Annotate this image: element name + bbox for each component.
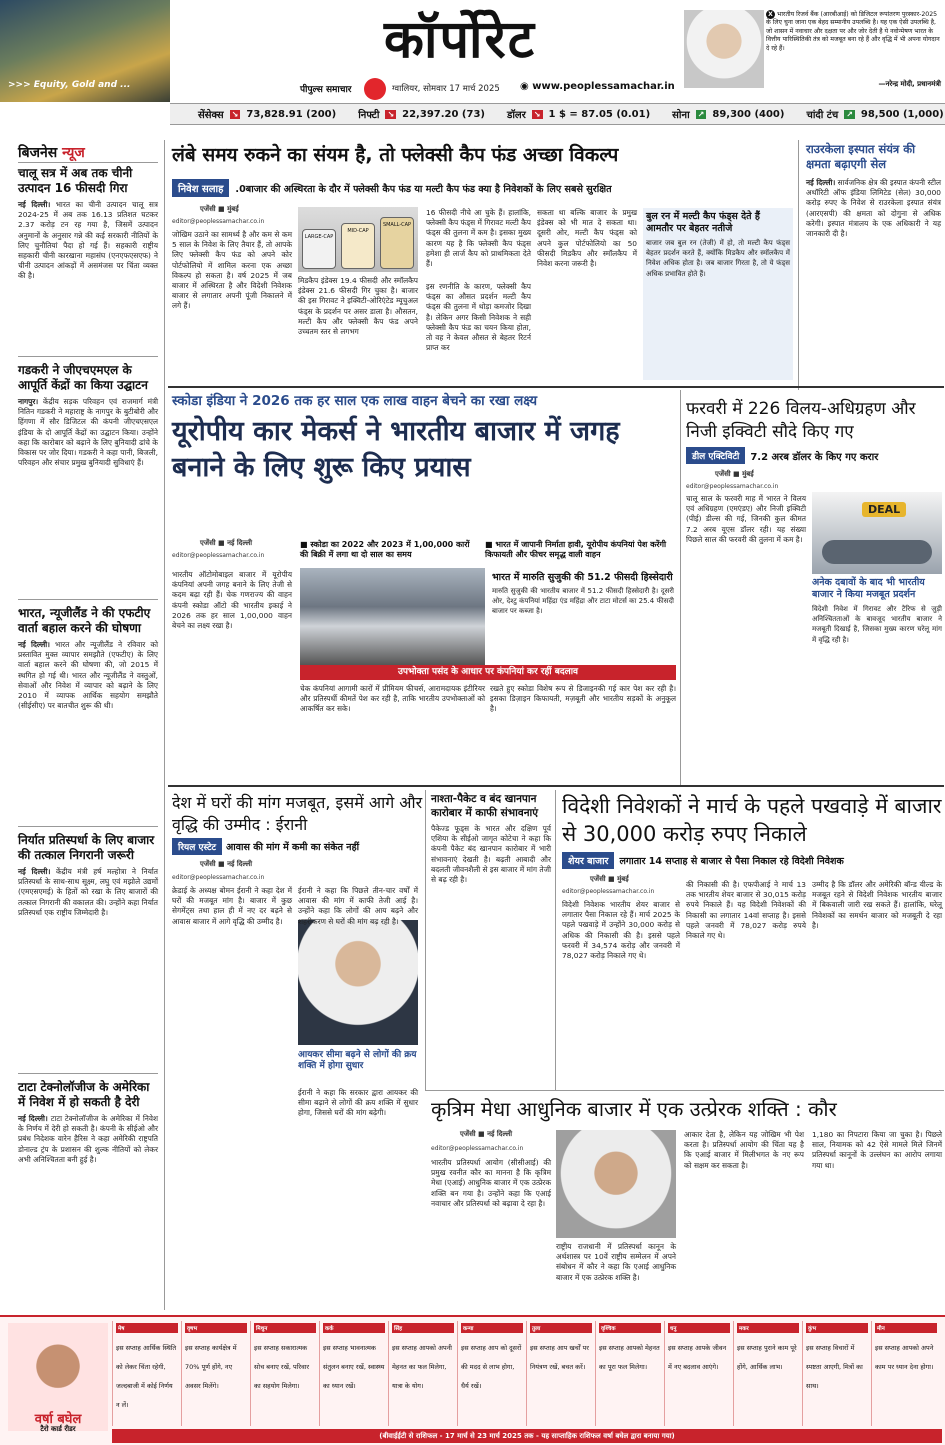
article-body <box>18 1114 158 1284</box>
square-bullet-icon: ■ <box>485 540 496 549</box>
skoda-headline: यूरोपीय कार मेकर्स ने भारतीय बाजार में जगह बनाने के लिए शुरू किए प्रयास <box>172 416 620 483</box>
realty-deck: आवास की मांग में कमी का संकेत नहीं <box>226 842 360 853</box>
website <box>520 81 675 92</box>
deals-email: editor@peoplessamachar.co.in <box>686 483 779 490</box>
lead-body-3: 16 फीसदी नीचे आ चुके हैं। हालांकि, फ्लेक्सी कैप फंड्स में गिरावट मल्टी कैप फंड्स की तुलना में कम है। इसका मुख्य कारण यह है कि फ्लेक्सी कैप फंड्स हमेशा ही लार्ज कैप को प्राथमिकता देते हैं। <box>426 208 531 269</box>
rashi-name: धनु <box>668 1323 730 1333</box>
lead-label-row <box>172 178 792 198</box>
realty-section-label: रियल एस्टेट <box>172 838 222 855</box>
lead-body-5: सकता था बल्कि बाजार के प्रमुख इंडेक्स को भी मात दे सकता था। दूसरी ओर, मल्टी कैप फंड्स को अपने कुल पोर्टफोलियो का 50 फीसदी मिडकैप और स्मॉलकैप में निवेश करना जरूरी है। <box>537 208 637 269</box>
rashi-item <box>595 1321 664 1426</box>
ai-body-3: आकार देता है, लेकिन यह जोखिम भी पेश करता है। प्रतिस्पर्धा आयोग की चिंता यह है कि एआई बाजार में मिलीभगत के नए रूप को सक्षम कर सकता है। <box>684 1130 804 1170</box>
article-body <box>18 867 158 1067</box>
deals-deck: 7.2 अरब डॉलर के किए गए करार <box>750 451 879 463</box>
rashi-item <box>319 1321 388 1426</box>
lead-section-label: निवेश सलाह <box>172 179 229 197</box>
realty-body-1: क्रेडाई के अध्यक्ष बोमन ईरानी ने कहा देश में घरों की मजबूत मांग है। बाजार में कुछ सेगमेंट्स तथा हाल ही में नए दर बढ़ने से आवास बाजार में आगे वृद्धि की उम्मीद है। <box>172 886 292 926</box>
ticker-label: सेंसेक्स <box>198 110 224 121</box>
article-headline: टाटा टेक्नोलॉजीज के अमेरिका में निवेश में हो सकती है देरी <box>18 1080 150 1109</box>
dateline: नागपुर। <box>18 397 39 406</box>
website-text: www.peoplessamachar.in <box>532 81 675 92</box>
fpi-deck: लगातार 14 सप्ताह से बाजार से पैसा निकाल रहे विदेशी निवेशक <box>619 856 844 867</box>
rashi-item <box>112 1321 181 1426</box>
section-label <box>18 143 85 162</box>
article-headline: भारत, न्यूजीलैंड ने की एफटीए वार्ता बहाल करने की घोषणा <box>18 606 151 635</box>
lead-deck: .0बाजार की अस्थिरता के दौर में फ्लेक्सी कैप फंड या मल्टी कैप फंड क्या है निवेशकों के लिए सबसे सुरक्षित <box>235 183 612 195</box>
rashi-name: तुला <box>530 1323 592 1333</box>
ticker-dollar <box>507 107 650 121</box>
rashi-text: इस सप्ताह सकारात्मक सोच बनाए रखें, परिवार का सहयोग मिलेगा। <box>254 1344 310 1390</box>
dateline: नई दिल्ली। <box>18 640 50 649</box>
astrologer-name: वर्षा बघेल <box>34 1412 82 1427</box>
rashi-text: इस सप्ताह आपको मेहनत का पूरा फल मिलेगा। <box>599 1344 660 1371</box>
rashi-text: इस सप्ताह आप को दूसरों की मदद से लाभ होगा, धैर्य रखें। <box>461 1344 522 1390</box>
fpi-headline: विदेशी निवेशकों ने मार्च के पहले पखवाड़े में बाजार से 30,000 करोड़ रुपए निकाले <box>562 794 942 846</box>
skoda-caption: उपभोक्ता पसंद के आधार पर कंपनियां कर रहीं बदलाव <box>300 665 676 680</box>
rashi-text: इस सप्ताह आप खर्चों पर नियंत्रण रखें, बचत करें। <box>530 1344 589 1371</box>
skoda-kicker: स्कोडा इंडिया ने 2026 तक हर साल एक लाख वाहन बेचने का रखा लक्ष्य <box>172 393 538 409</box>
maruti-box <box>490 570 676 664</box>
ticker-label: डॉलर <box>506 110 526 121</box>
square-bullet-icon: ■ <box>300 540 311 549</box>
rashi-item <box>733 1321 802 1426</box>
skoda-email: editor@peoplessamachar.co.in <box>172 552 265 559</box>
ticker-gold <box>672 107 784 121</box>
ticker-silver <box>806 107 943 121</box>
packaged-body: पैकेज्ड फूड्स के भारत और दक्षिण पूर्व एशिया के सीईओ जागृत कोटेचा ने कहा कि कंपनी पैकेट बंद खानपान कारोबार में भारी संभावनाएं देखती है। बढ़ती आबादी और बदलती जीवनशैली से इस बाजार में मांग तेजी से बढ़ रही है। <box>431 824 551 885</box>
market-ticker <box>170 103 945 125</box>
rashi-grid <box>112 1321 942 1426</box>
skoda-point-text: स्कोडा का 2022 और 2023 में 1,00,000 कारों की बिक्री में लगा था दो साल का समय <box>300 540 470 559</box>
lead-email: editor@peoplessamachar.co.in <box>172 218 265 225</box>
rashi-item <box>250 1321 319 1426</box>
fpi-email: editor@peoplessamachar.co.in <box>562 888 655 895</box>
article-text: केंद्रीय सड़क परिवहन एवं राजमार्ग मंत्री नितिन गडकरी ने महाराष्ट्र के नागपुर के बुटीबोरी और हिंगणा में सौर डिजिटल की कंपनी जीएचएसएल इंडिया के दो आपूर्ति केंद्रों का उद्घाटन किया। उन्होंने कहा कि कारोबार को बढ़ाने के लिए बुनियादी ढांचे के विकास पर जोर दिया। गडकरी ने कहा पानी, बिजली, परिवहन और संचार प्रमुख बुनियादी सुविधाएं हैं। <box>18 397 158 468</box>
pm-quote-author: —नरेन्द्र मोदी, प्रधानमंत्री <box>878 80 941 88</box>
ticker-value: 1 $ = 87.05 (0.01) <box>548 108 651 120</box>
lead-byline: एजेंसी ■ मुंबई <box>200 205 239 213</box>
article-text: टाटा टेक्नोलॉजीज के अमेरिका में निवेश के निर्णय में देरी हो सकती है। कंपनी के सीईओ और प्रबंध निदेशक वारेन हैरिस ने कहा अमेरिकी राष्ट्रपति डोनाल्ड ट्रंप के प्रशासन की शुल्क नीतियों को लेकर अभी अनिश्चितता बनी हुई है। <box>18 1114 159 1164</box>
rashi-text: इस सप्ताह आर्थिक स्थिति को लेकर चिंता रहेगी, जल्दबाजी में कोई निर्णय न लें। <box>116 1344 177 1409</box>
skoda-point-text: भारत में जापानी निर्माता हावी, यूरोपीय कंपनियां पेश करेंगी किफायती और फीचर समृद्ध वाली वाहन <box>485 540 667 559</box>
lead-body-1: जोखिम उठाने का सामर्थ्य है और कम से कम 5 साल के निवेश के लिए तैयार हैं, तो आपके लिए फ्लेक्सी कैप फंड को अपने कोर पोर्टफोलियो में शामिल करना एक अच्छा विकल्प हो सकता है। वर्ष 2025 में जब बाजार में अस्थिरता है और विदेशी निवेशक बाजार से लगातार अपनी पूंजी निकालने में लगे हैं। <box>172 230 292 311</box>
ai-body-2: राष्ट्रीय राजधानी में प्रतिस्पर्धा कानून के अर्थशास्त्र पर 10वें राष्ट्रीय सम्मेलन में अपने संबोधन में कौर ने कहा कि एआई आधुनिक बाजार में एक उत्प्रेरक शक्ति है। <box>556 1242 676 1282</box>
down-arrow-icon: ↘ <box>533 109 541 119</box>
cars-image <box>300 568 485 665</box>
x-logo-icon: X <box>766 10 775 19</box>
rashi-name: कर्क <box>323 1323 385 1333</box>
deals-section-label: डील एक्टिविटी <box>686 447 745 464</box>
jar-mid-cap: MID-CAP <box>341 223 375 269</box>
realty-email: editor@peoplessamachar.co.in <box>172 874 265 881</box>
ticker-value: 22,397.20 (73) <box>402 108 485 120</box>
up-arrow-icon: ↗ <box>697 109 705 119</box>
article-text: भारत का चीनी उत्पादन चालू सत्र 2024-25 में अब तक 16.13 प्रतिशत घटकर 2.37 करोड़ टन रह गया है, जिसमें उत्पादन अनुमानों के अनुसार गन्ने की कई सरकारी नीतियों के लिए चुनौतियां पैदा हो गई हैं। सहकारी राष्ट्रीय सहकारी चीनी कारखाना महासंघ (एनएफएसएफ) ने चीनी उत्पादन आंकड़ों में असमंजस पर चिंता व्यक्त की है। <box>18 200 158 281</box>
deals-sub-article <box>812 577 942 781</box>
maruti-headline: भारत में मारुति सुजुकी की 51.2 फीसदी हिस्सेदारी <box>492 572 673 583</box>
rashi-text: इस सप्ताह पुराने काम पूरे होंगे, आर्थिक लाभ। <box>737 1344 797 1371</box>
lead-sidebar-headline: बुल रन में मल्टी कैप फंड्स देते हैं आमतौर पर बेहतर नतीजे <box>646 211 760 234</box>
article-text: केंद्रीय मंत्री हर्ष मल्होत्रा ने निर्यात प्रतिस्पर्धा के साथ-साथ सूक्ष्म, लघु एवं मझोले उद्यमों (एमएसएमई) के हितों को रखा के लिए बाजारों की तत्काल निगरानी की वकालत की। उन्होंने कहा निर्यात प्रतिस्पर्धा एक राष्ट्रीय जिम्मेदारी है। <box>18 867 158 917</box>
place-date: ग्वालियर, सोमवार 17 मार्च 2025 <box>392 84 500 94</box>
ai-headline: कृत्रिम मेधा आधुनिक बाजार में एक उत्प्रेरक शक्ति : कौर <box>431 1097 837 1121</box>
ticker-label: सोना <box>672 110 690 121</box>
dateline: नई दिल्ली। <box>18 867 51 876</box>
realty-label-row <box>172 838 432 855</box>
rashi-item <box>526 1321 595 1426</box>
fpi-body-2: की निकासी की है। एफपीआई ने मार्च 13 तक भारतीय शेयर बाजार से 30,015 करोड़ रुपये निकाले हैं। यह विदेशी निवेशकों की निकासी का लगातार 14वां सप्ताह है। इससे पहले जनवरी में 78,027 करोड़ रुपये निकाले गए थे। <box>686 880 806 941</box>
skoda-point-1 <box>300 540 480 568</box>
handshake-shape <box>822 540 932 564</box>
article-headline: गडकरी ने जीएचएमएल के आपूर्ति केंद्रों का किया उद्घाटन <box>18 363 148 392</box>
rashi-text: इस सप्ताह आपके जीवन में नए बदलाव आएंगे। <box>668 1344 727 1371</box>
ticker-nifty <box>358 107 485 121</box>
rashi-name: कुंभ <box>806 1323 868 1333</box>
ticker-value: 73,828.91 (200) <box>246 108 337 120</box>
deals-body: चालू साल के फरवरी माह में भारत ने विलय एवं अधिग्रहण (एमएंडए) और निजी इक्विटी (पीई) डील्स की गई, जिनकी कुल कीमत 7.2 अरब यूएस डॉलर रही। यह संख्या पिछले साल की फरवरी की तुलना में कम है। <box>686 494 806 544</box>
dateline: नई दिल्ली। <box>18 200 51 209</box>
rashi-name: मकर <box>737 1323 799 1333</box>
deals-label-row <box>686 447 941 464</box>
left-column <box>18 166 158 1428</box>
fpi-body-3: उम्मीद है कि डॉलर और अमेरिकी बॉन्ड यील्ड के मजबूत रहने से विदेशी निवेशक भारतीय बाजार में बिकवाली जारी रख सकते हैं। हालांकि, घरेलू निवेशकों का समर्थन बाजार को मजबूती दे रहा है। <box>812 880 942 930</box>
ticker-value: 89,300 (400) <box>712 108 785 120</box>
realty-quote: आयकर सीमा बढ़ने से लोगों की क्रय शक्ति में होगा सुधार <box>298 1050 417 1071</box>
article-body <box>18 640 158 820</box>
article-body <box>18 200 158 350</box>
skoda-body-3: रखते हुए स्कोडा विशेष रूप से डिजाइनकी गई कार पेश कर रही है। इसका डिज़ाइन किफायती, मज़बूती और भारतीय सड़कों के अनुकूल है। <box>490 684 676 714</box>
jar-large-cap: LARGE-CAP <box>302 229 336 269</box>
rashi-item <box>802 1321 871 1426</box>
rashi-item <box>181 1321 250 1426</box>
rashi-item <box>664 1321 733 1426</box>
section-label-part2: न्यूज <box>62 145 85 161</box>
lead-jars-image <box>298 207 418 272</box>
skoda-body-2: चेक कंपनियां आगामी कारों में प्रीमियम फीचर्स, आरामदायक इंटीरियर और प्रतिस्पर्धी कीमतें पेश कर रही है, ताकि भारतीय उपभोक्ताओं को आकर्षित कर सके। <box>300 684 485 714</box>
brand-name: पीपुल्स समाचार <box>300 85 352 95</box>
rashi-item <box>388 1321 457 1426</box>
rashi-text: इस सप्ताह आपको अपनी मेहनत का फल मिलेगा, यात्रा के योग। <box>392 1344 452 1390</box>
deal-handshake-image <box>812 492 942 574</box>
ticker-label: चांदी टंच <box>806 110 839 121</box>
rashi-name: सिंह <box>392 1323 454 1333</box>
kaur-photo <box>556 1130 676 1238</box>
lead-headline: लंबे समय रुकने का संयम है, तो फ्लेक्सी कैप फंड अच्छा विकल्प <box>172 144 619 166</box>
article-body <box>806 178 941 368</box>
packaged-article <box>431 792 551 1087</box>
lead-sidebar-body: बाजार जब बुल रन (तेजी) में हो, तो मल्टी कैप फंड्स बेहतर प्रदर्शन करते हैं, क्योंकि मिडकैप और स्मॉलकैप में निवेश अधिक होता है। जब बाजार गिरता है, तो ये फंड्स अधिक प्रभावित होते हैं। <box>646 239 790 278</box>
deals-byline: एजेंसी ■ मुंबई <box>715 470 754 478</box>
rashi-name: वृषभ <box>185 1323 247 1333</box>
realty-byline: एजेंसी ■ नई दिल्ली <box>200 860 253 868</box>
lead-body-4: इस रणनीति के कारण, फ्लेक्सी कैप फंड्स का औसत प्रदर्शन मल्टी कैप फंड्स की तुलना में थोड़ा कमजोर दिखा है। लेकिन अगर किसी निवेशक ने सही फ्लेक्सी कैप फंड का चयन किया होता, तो वह ने केवल औसत से बेहतर रिटर्न प्राप्त कर <box>426 282 531 380</box>
rashi-name: वृश्चिक <box>599 1323 661 1333</box>
article-headline: निर्यात प्रतिस्पर्धा के लिए बाजार की तत्काल निगरानी जरूरी <box>18 833 155 862</box>
masthead-left-banner-image <box>0 0 170 102</box>
ai-byline: एजेंसी ■ नई दिल्ली <box>460 1130 513 1138</box>
rashi-name: मेष <box>116 1323 178 1333</box>
rashi-name: मीन <box>875 1323 937 1333</box>
down-arrow-icon: ↘ <box>387 109 395 119</box>
rashifal-footer: (बीवाईईटी से राशिफल - 17 मार्च से 23 मार्च 2025 तक - यह साप्ताहिक राशिफल वर्षा बघेल द्वारा बनाया गया) <box>112 1429 942 1443</box>
rashi-text: इस सप्ताह विचारों में स्पष्टता आएगी, मित्रों का साथ। <box>806 1344 863 1390</box>
deals-sub-body: विदेशी निवेश में गिरावट और टैरिफ से जुड़ी अनिश्चितताओं के बावजूद भारतीय बाजार ने मजबूती दिखाई है, जिसका मुख्य कारण घरेलू मांग में वृद्धि रही है। <box>812 605 942 644</box>
ai-body-4: 1,180 का निपटारा किया जा चुका है। पिछले साल, नियामक को 42 ऐसे मामले मिले जिनमें प्रतिस्पर्धा कानूनों के उल्लंघन का आरोप लगाया गया था। <box>812 1130 942 1170</box>
skoda-body-1: भारतीय ऑटोमोबाइल बाजार में यूरोपीय कंपनियां अपनी जगह बनाने के लिए तेजी से कदम बढ़ा रही हैं। चेक गणराज्य की वाहन कंपनी स्कोडा ऑटो की भारतीय इकाई ने 2026 तक हर साल 1,00,000 वाहन बेचने का लक्ष्य रखा है। <box>172 570 292 631</box>
realty-headline: देश में घरों की मांग मजबूत, इसमें आगे और वृद्धि की उम्मीद : ईरानी <box>172 793 423 834</box>
article-headline: चालू सत्र में अब तक चीनी उत्पादन 16 फीसदी गिरा <box>18 166 133 195</box>
ticker-value: 98,500 (1,000) <box>860 108 944 120</box>
left-banner-text: >>> Equity, Gold and ... <box>8 80 131 90</box>
realty-quote-body: ईरानी ने कहा कि सरकार द्वारा आयकर की सीमा बढ़ाने से लोगों की क्रय शक्ति में सुधार होगा, जिससे घरों की मांग बढ़ेगी। <box>298 1088 418 1118</box>
skoda-point-2 <box>485 540 675 568</box>
rashi-text: इस सप्ताह भावनात्मक संतुलन बनाए रखें, स्वास्थ्य का ध्यान रखें। <box>323 1344 385 1390</box>
rashi-item <box>457 1321 526 1426</box>
jar-small-cap: SMALL-CAP <box>380 217 414 269</box>
down-arrow-icon: ↘ <box>231 109 239 119</box>
lead-body-2: मिडकैप इंडेक्स 19.4 फीसदी और स्मॉलकैप इंडेक्स 21.6 फीसदी गिर चुका है। बाजार की इस गिरावट ने इक्विटी-ओरिएंटेड म्यूचुअल फंड्स के प्रदर्शन पर असर डाला है। औसतन, मल्टी कैप और फ्लेक्सी कैप फंड अपने उच्चतम स्तर से लगभग <box>298 276 418 337</box>
ai-email: editor@peoplessamachar.co.in <box>431 1145 524 1152</box>
rashi-text: इस सप्ताह आपको अपने काम पर ध्यान देना होगा। <box>875 1344 934 1371</box>
pm-quote: भारतीय रिजर्व बैंक (आरबीआई) को डिजिटल रूपांतरण पुरस्कार-2025 के लिए चुना जाना एक बेहद सम्मानीय उपलब्धि है। यह एक ऐसी उपलब्धि है, जो शासन में नवाचार और दक्षता पर और जोर देती है ये नवोन्मेषण भारत के वित्तीय पारिस्थितिकी तंत्र को मजबूत बना रहे हैं और वृद्धि में भी अपना योगदान दे रहे हैं। <box>766 11 940 52</box>
ticker-label: निफ्टी <box>358 110 380 121</box>
globe-icon: ◉ <box>520 81 533 92</box>
article-text: सार्वजनिक क्षेत्र की इस्पात कंपनी स्टील अथॉरिटी ऑफ इंडिया लिमिटेड (सेल) 30,000 करोड़ रुपए के निवेश से राउरकेला इस्पात संयंत्र (आरएसपी) की क्षमता को दोगुना से अधिक करेगी। इस्पात मंत्रालय के एक अधिकारी ने यह जानकारी दी है। <box>806 178 941 239</box>
deals-headline: फरवरी में 226 विलय-अधिग्रहण और निजी इक्विटी सौदे किए गए <box>686 399 916 442</box>
fpi-label-row <box>562 852 942 869</box>
deals-sub-headline: अनेक दबावों के बाद भी भारतीय बाजार ने किया मजबूत प्रदर्शन <box>812 577 925 600</box>
skoda-byline: एजेंसी ■ नई दिल्ली <box>200 539 253 547</box>
irani-photo <box>298 920 418 1045</box>
fpi-body-1: विदेशी निवेशक भारतीय शेयर बाजार से लगातार पैसा निकाल रहे हैं। मार्च 2025 के पहले पखवाड़े में उन्होंने 30,000 करोड़ से अधिक की निकासी की है। इससे पहले फरवरी में 34,574 करोड़ और जनवरी में 78,027 करोड़ निकाले गए थे। <box>562 900 680 961</box>
pm-photo <box>684 10 764 88</box>
up-arrow-icon: ↗ <box>846 109 853 119</box>
ticker-sensex <box>198 107 336 121</box>
rashi-name: मिथुन <box>254 1323 316 1333</box>
lead-sidebar <box>643 208 793 380</box>
rashi-name: कन्या <box>461 1323 523 1333</box>
article-text: भारत और न्यूजीलैंड ने रविवार को प्रस्तावित मुक्त व्यापार समझौते (एफटीए) के लिए वार्ता बहाल करने की घोषणा की, जो 2015 में स्थगित हो गई थी। भारत और न्यूजीलैंड ने वस्तुओं, सेवाओं और निवेश में व्यापार को बढ़ाने के लिए 2010 में व्यापक आर्थिक सहयोग समझौते (सीईसीए) पर बातचीत शुरू की थी। <box>18 640 158 711</box>
dateline: नई दिल्ली। <box>18 1114 48 1123</box>
rashi-item <box>871 1321 940 1426</box>
fpi-section-label: शेयर बाजार <box>562 852 614 869</box>
deal-sign-text: DEAL <box>862 502 906 517</box>
brand-logo <box>364 78 386 100</box>
rashi-text: इस सप्ताह कार्यक्षेत्र में 70% पूर्ण होंगे, नए अवसर मिलेंगे। <box>185 1344 237 1390</box>
maruti-body: मारुति सुजुकी की भारतीय बाजार में 51.2 फीसदी हिस्सेदारी है। दूसरी ओर, देश्टु कंपनियां महिंद्रा एंड महिंद्रा और टाटा मोटर्स का 25.4 फीसदी बाजार पर कब्जा है। <box>492 587 674 616</box>
right-top-article <box>806 142 941 382</box>
ai-body-1: भारतीय प्रतिस्पर्धा आयोग (सीसीआई) की प्रमुख रवनीत कौर का मानना है कि कृत्रिम मेधा (एआई) आधुनिक बाजार में एक उत्प्रेरक शक्ति बन गया है। उन्होंने कहा कि एआई नवाचार और प्रतिस्पर्धा को बढ़ावा दे रहा है। <box>431 1158 551 1208</box>
astrologer-role: टैरो कार्ड रीडर <box>40 1425 76 1433</box>
section-label-part1: बिजनेस <box>18 145 58 161</box>
rashifal-strip <box>0 1315 945 1445</box>
masthead-title: कॉर्पोरेट <box>384 10 536 70</box>
article-body <box>18 397 158 593</box>
dateline: नई दिल्ली। <box>806 178 836 187</box>
packaged-headline: नाश्ता-पैकेट व बंद खानपान कारोबार में काफी संभावनाएं <box>431 793 539 819</box>
fpi-byline: एजेंसी ■ मुंबई <box>590 875 629 883</box>
realty-body-2: ईरानी ने कहा कि पिछले तीन-चार वर्षों में आवास की मांग में काफी तेजी आई है। उन्होंने कहा कि लोगों की आय बढ़ने और शहरीकरण से घरों की मांग बढ़ रही है। <box>298 886 418 926</box>
article-headline: राउरकेला इस्पात संयंत्र की क्षमता बढ़ाएगी सेल <box>806 142 916 171</box>
